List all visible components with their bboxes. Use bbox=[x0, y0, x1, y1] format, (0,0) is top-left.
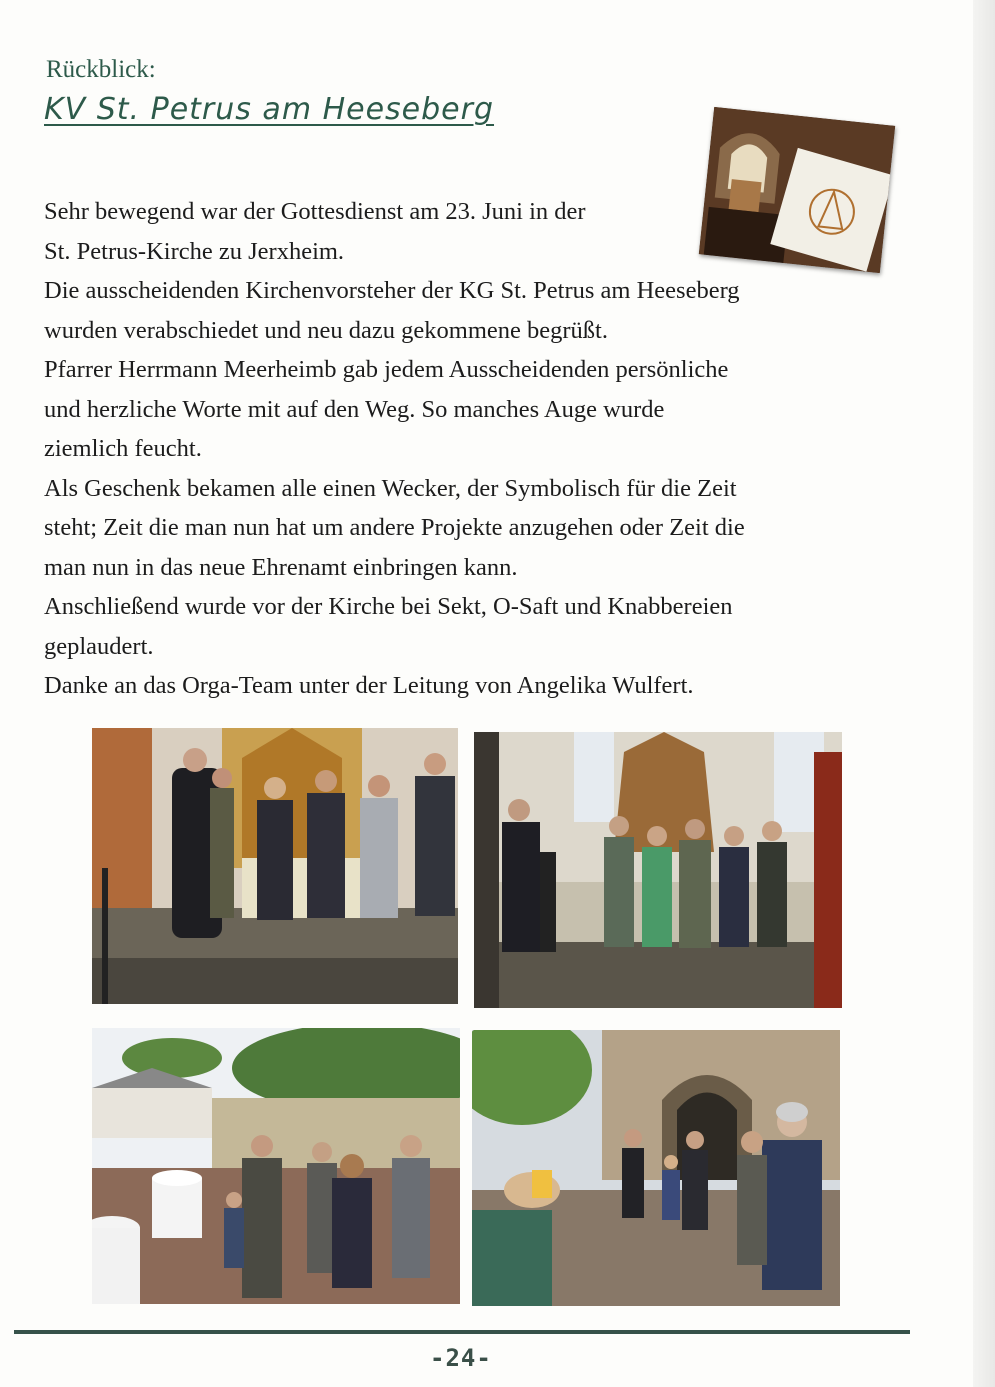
photo-altar-farewell bbox=[92, 728, 458, 1004]
article-line: Danke an das Orga-Team unter der Leitung von Angelika Wulfert. bbox=[44, 672, 694, 699]
section-label: Rückblick: bbox=[46, 56, 156, 83]
photo-courtyard-reception bbox=[92, 1028, 460, 1304]
page-edge-shadow bbox=[973, 0, 995, 1387]
page-number: -24- bbox=[430, 1344, 492, 1372]
article-line: Pfarrer Herrmann Meerheimb gab jedem Ausscheidenden persönliche bbox=[44, 356, 729, 383]
article-line: geplaudert. bbox=[44, 632, 154, 660]
article-line: Die ausscheidenden Kirchenvorsteher der KG St. Petrus am Heeseberg bbox=[44, 277, 740, 304]
photo-church-entrance bbox=[472, 1030, 840, 1306]
article-line: steht; Zeit die man nun hat um andere Projekte anzugehen oder Zeit die bbox=[44, 514, 745, 541]
article-line: Als Geschenk bekamen alle einen Wecker, der Symbolisch für die Zeit bbox=[44, 474, 737, 502]
page-title: KV St. Petrus am Heeseberg bbox=[44, 92, 495, 127]
article-line: ziemlich feucht. bbox=[44, 435, 202, 462]
article-line: wurden verabschiedet und neu dazu gekommene begrüßt. bbox=[44, 316, 608, 344]
photo-lectern-speech bbox=[474, 732, 842, 1008]
article-line: Anschließend wurde vor der Kirche bei Sekt, O-Saft und Knabbereien bbox=[44, 593, 733, 620]
article-line: Sehr bewegend war der Gottesdienst am 23. Juni in der bbox=[44, 198, 586, 225]
article-line: St. Petrus-Kirche zu Jerxheim. bbox=[44, 237, 345, 265]
footer-rule bbox=[14, 1330, 910, 1334]
article-line: und herzliche Worte mit auf den Weg. So manches Auge wurde bbox=[44, 395, 665, 423]
article-body bbox=[44, 192, 904, 706]
article-line: man nun in das neue Ehrenamt einbringen kann. bbox=[44, 553, 518, 581]
